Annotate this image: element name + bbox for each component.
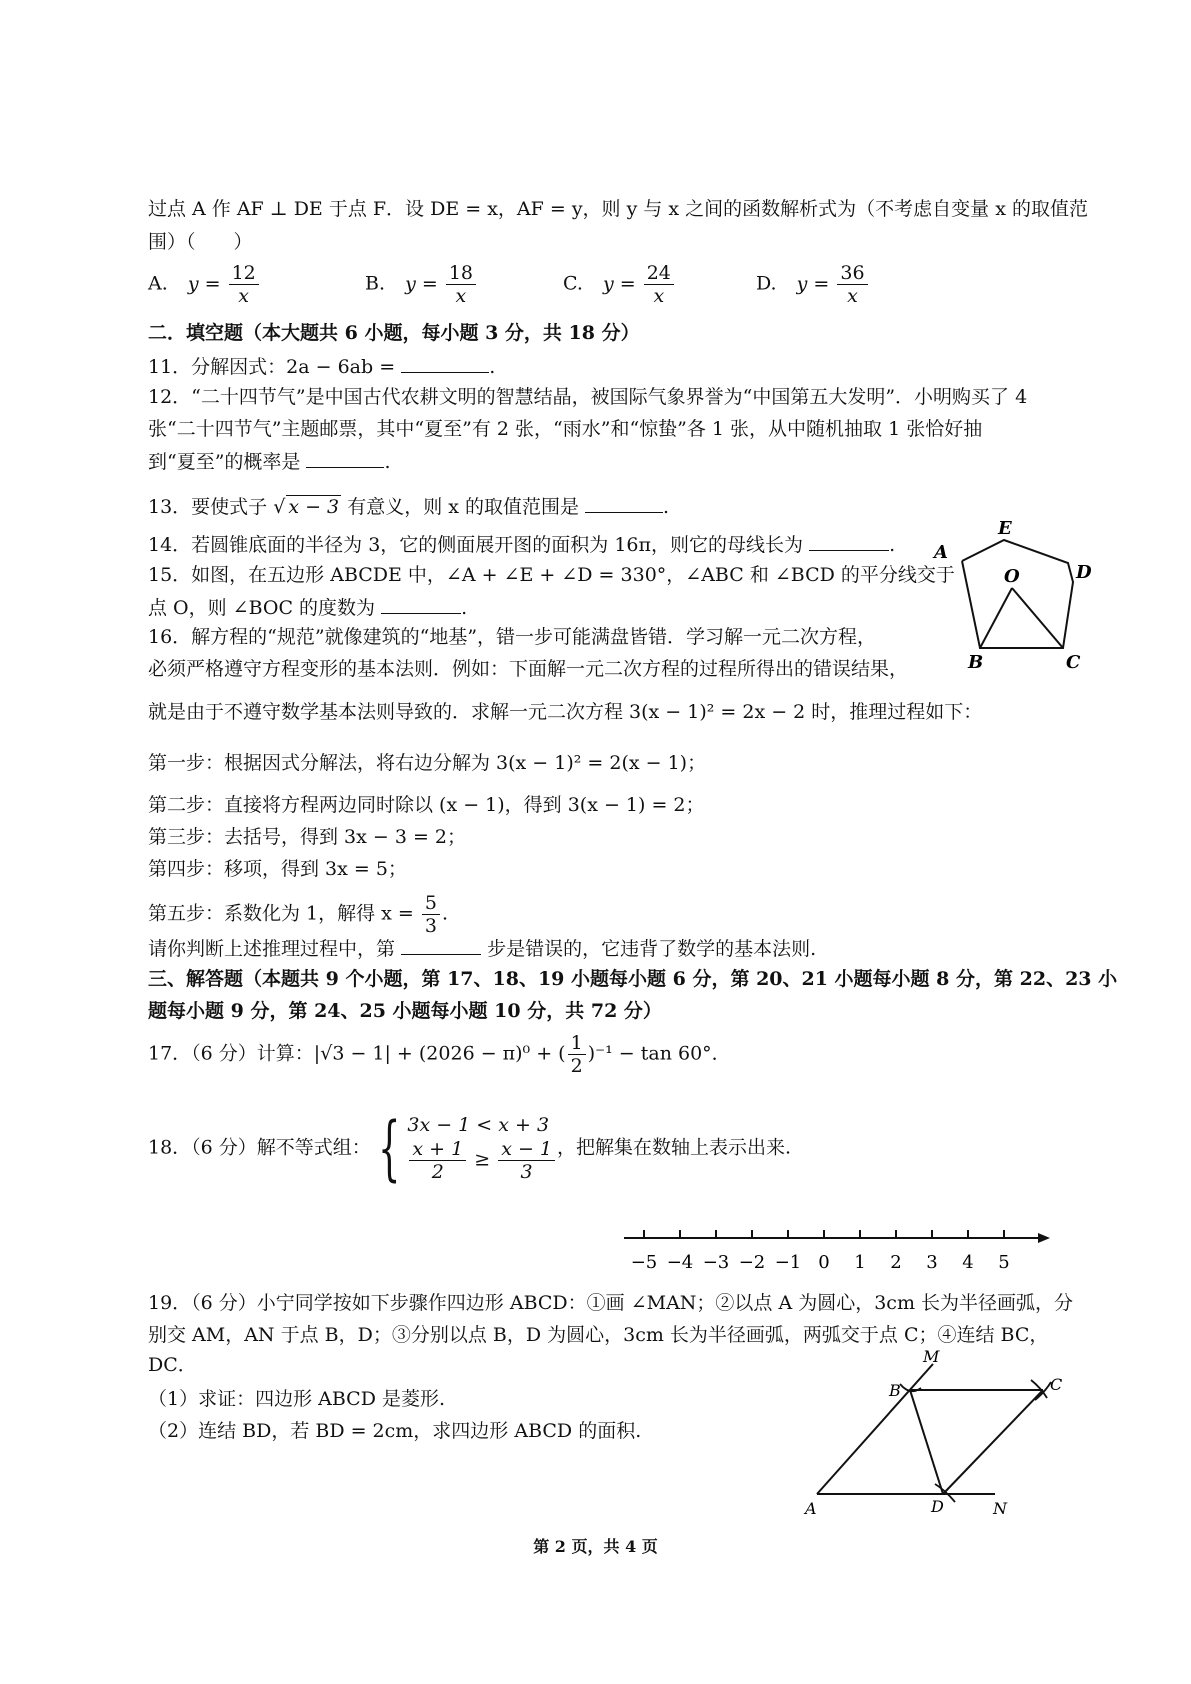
number-line-tick-label: −2 [738, 1252, 766, 1273]
q10-option-a-fraction: $\frac{12}{x}$ [229, 262, 259, 307]
q10-option-c: C. y = $\frac{24}{x}$ [563, 262, 676, 307]
q16-line1: 16．解方程的“规范”就像建筑的“地基”，错一步可能满盘皆错．学习解一元二次方程， [148, 626, 877, 648]
q16-step2: 第二步：直接将方程两边同时除以 (x − 1)，得到 3(x − 1) = 2； [148, 794, 705, 816]
segment-bd [910, 1390, 943, 1494]
number-line-tick-label: 1 [854, 1252, 866, 1273]
q14: 14．若圆锥底面的半径为 3，它的侧面展开图的面积为 16π，则它的母线长为 . [148, 530, 895, 558]
label-m: M [923, 1350, 940, 1366]
q10-option-a: A. y = $\frac{12}{x}$ [148, 262, 261, 307]
q15-line2: 点 O，则 ∠BOC 的度数为 . [148, 593, 467, 621]
q13-radical: x − 3 [288, 496, 340, 518]
q19-line1: 19．（6 分）小宁同学按如下步骤作四边形 ABCD：①画 ∠MAN；②以点 A 为圆心，3cm 长为半径画弧，分 [148, 1292, 1073, 1314]
number-line-ticks [631, 1230, 1010, 1273]
number-line-tick-label: 2 [890, 1252, 902, 1273]
q15-line1: 15．如图，在五边形 ABCDE 中，∠A + ∠E + ∠D = 330°，∠ABC 和 ∠BCD 的平分线交于 [148, 564, 955, 586]
number-line-arrow [1038, 1233, 1050, 1243]
number-line-tick-label: 0 [818, 1252, 830, 1273]
q17-fraction: $\frac{1}{2}$ [568, 1032, 586, 1077]
label-c: C [1066, 652, 1081, 670]
q16-line3: 就是由于不遵守数学基本法则导致的．求解一元二次方程 3(x − 1)² = 2x − 2 时，推理过程如下： [148, 701, 983, 723]
q16-step5: 第五步：系数化为 1，解得 x = $\frac{5}{3}$ . [148, 892, 449, 937]
page-footer: 第 2 页，共 4 页 [533, 1537, 658, 1556]
label-n: N [993, 1499, 1007, 1518]
q10-option-d: D. y = $\frac{36}{x}$ [756, 262, 870, 307]
pentagon-figure [930, 520, 1100, 670]
number-line-tick-label: −4 [666, 1252, 694, 1273]
q12-line3: 到“夏至”的概率是 . [148, 447, 391, 475]
bisector-bo [980, 588, 1012, 648]
q10-option-b-fraction: $\frac{18}{x}$ [446, 262, 476, 307]
q12-answer-blank[interactable] [306, 447, 384, 468]
q19-part2: （2）连结 BD，若 BD = 2cm，求四边形 ABCD 的面积. [148, 1420, 642, 1442]
arc-mark-b [900, 1384, 921, 1391]
section3-heading-line2: 题每小题 9 分，第 24、25 小题每小题 10 分，共 72 分） [148, 1000, 662, 1022]
q10-line1: 过点 A 作 AF ⊥ DE 于点 F．设 DE = x，AF = y，则 y 与 x 之间的函数解析式为（不考虑自变量 x 的取值范 [148, 198, 1088, 220]
q18: 18．（6 分）解不等式组： { 3x − 1 < x + 3 $\frac{x + 1}{2}$ ≥ $\frac{x - 1}{3}$ ，把解集在数轴上表示出来. [148, 1106, 792, 1189]
q14-answer-blank[interactable] [809, 530, 889, 551]
q16-step5-fraction: $\frac{5}{3}$ [422, 892, 440, 937]
number-line-tick-label: 3 [926, 1252, 938, 1273]
q16-answer-blank[interactable] [401, 934, 481, 955]
rhombus-figure [795, 1350, 1085, 1520]
q16-step3: 第三步：去括号，得到 3x − 3 = 2； [148, 826, 467, 848]
label-o: O [1004, 566, 1020, 587]
q17: 17．（6 分）计算：|√3 − 1| + (2026 − π)⁰ + ( $\frac{1}{2}$ )⁻¹ − tan 60°． [148, 1032, 731, 1077]
label-b: B [968, 652, 984, 670]
q19-line3: DC． [148, 1354, 197, 1376]
number-line-tick-label: −3 [702, 1252, 730, 1273]
ray-am [817, 1364, 933, 1494]
label-d: D [1076, 562, 1092, 583]
segment-dc [943, 1390, 1043, 1494]
q10-option-b: B. y = $\frac{18}{x}$ [365, 262, 478, 307]
q19-part1: （1）求证：四边形 ABCD 是菱形. [148, 1388, 446, 1410]
bisector-co [1012, 588, 1063, 648]
q18-brace: { [377, 1106, 401, 1189]
label-c19: C [1050, 1375, 1063, 1394]
q13: 13．要使式子 √ x − 3 有意义，则 x 的取值范围是 . [148, 492, 669, 520]
label-b19: B [889, 1381, 901, 1400]
q11-answer-blank[interactable] [401, 352, 489, 373]
q10-line2: 围）（ ） [148, 231, 253, 253]
label-a19: A [805, 1499, 817, 1518]
q15-answer-blank[interactable] [381, 593, 461, 614]
section3-heading-line1: 三、解答题（本题共 9 个小题，第 17、18、19 小题每小题 6 分，第 20、21 小题每小题 8 分，第 22、23 小 [148, 968, 1118, 990]
number-line-tick-label: 4 [962, 1252, 974, 1273]
q19-line2: 别交 AM，AN 于点 B，D；③分别以点 B，D 为圆心，3cm 长为半径画弧，两弧交于点 C；④连结 BC， [148, 1324, 1049, 1346]
q16-line2: 必须严格遵守方程变形的基本法则．例如：下面解一元二次方程的过程所得出的错误结果， [148, 658, 909, 680]
label-a: A [934, 542, 948, 563]
q18-system: 3x − 1 < x + 3 $\frac{x + 1}{2}$ ≥ $\frac{x - 1}{3}$ [407, 1112, 557, 1183]
section2-heading: 二．填空题（本大题共 6 小题，每小题 3 分，共 18 分） [148, 322, 640, 344]
label-e: E [998, 520, 1012, 539]
q13-answer-blank[interactable] [585, 492, 663, 513]
number-line [620, 1222, 1050, 1286]
q10-option-c-fraction: $\frac{24}{x}$ [644, 262, 674, 307]
q16-question: 请你判断上述推理过程中，第 步是错误的，它违背了数学的基本法则. [148, 934, 816, 962]
q11: 11．分解因式：2a − 6ab = . [148, 352, 495, 380]
label-d19: D [931, 1497, 944, 1516]
number-line-tick-label: 5 [998, 1252, 1010, 1273]
q16-step4: 第四步：移项，得到 3x = 5； [148, 858, 407, 880]
q16-step1: 第一步：根据因式分解法，将右边分解为 3(x − 1)² = 2(x − 1)； [148, 752, 707, 774]
q12-line2: 张“二十四节气”主题邮票，其中“夏至”有 2 张，“雨水”和“惊蛰”各 1 张，从中随机抽取 1 张恰好抽 [148, 418, 983, 440]
number-line-tick-label: −1 [774, 1252, 802, 1273]
q10-option-d-fraction: $\frac{36}{x}$ [837, 262, 867, 307]
number-line-tick-label: −5 [630, 1252, 658, 1273]
q12-line1: 12．“二十四节气”是中国古代农耕文明的智慧结晶，被国际气象界誉为“中国第五大发明”．小明购买了 4 [148, 386, 1028, 408]
